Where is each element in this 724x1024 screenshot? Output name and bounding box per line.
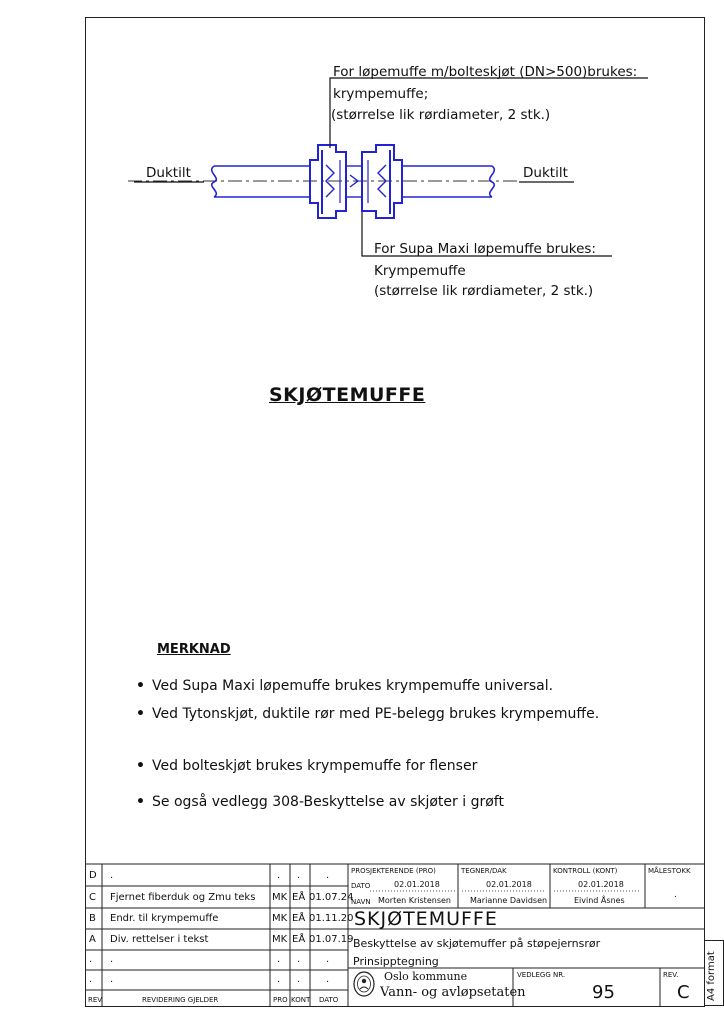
tb-header-kontroll: KONTROLL (KONT) (553, 867, 618, 875)
merknad-bullet-3: • Ved bolteskjøt brukes krympemuffe for flenser (136, 758, 478, 774)
oslo-seal-logo (352, 970, 376, 998)
rev-text: . (110, 974, 114, 985)
rev-code: . (89, 954, 93, 965)
tb-dato-kontroll: 02.01.2018 (578, 880, 624, 889)
tb-header-tegner: TEGNER/DAK (461, 867, 507, 875)
rev-kont: . (297, 974, 301, 985)
tb-org-line2: Vann- og avløpsetaten (380, 985, 526, 1000)
tb-navn-kontroll: Eivind Åsnes (574, 896, 625, 905)
rev-dato: . (326, 870, 330, 881)
label-duktilt-right: Duktilt (523, 165, 568, 181)
rev-pro: . (277, 954, 281, 965)
note-bottom-line2: Krympemuffe (374, 263, 466, 279)
rev-kont: . (297, 870, 301, 881)
rev-code: D (89, 870, 97, 881)
tb-vedlegg-nr: 95 (592, 982, 615, 1003)
tb-header-pro: PROSJEKTERENDE (PRO) (351, 867, 436, 875)
note-top-line1: For løpemuffe m/bolteskjøt (DN>500)brukes: (333, 64, 638, 80)
format-label: A4 format (706, 951, 717, 1001)
tb-dato-tegner: 02.01.2018 (486, 880, 532, 889)
rev-text: . (110, 954, 114, 965)
note-top-line2: krympemuffe; (333, 86, 429, 102)
tb-rev-value: C (677, 982, 690, 1003)
rev-dato: 01.11.20 (309, 913, 354, 924)
rev-dato: . (326, 954, 330, 965)
format-tag (704, 940, 724, 1006)
merknad-heading: MERKNAD (157, 642, 231, 657)
rev-code: B (89, 913, 96, 924)
rev-header-text: REVIDERING GJELDER (142, 996, 219, 1004)
tb-dato-pro: 02.01.2018 (394, 880, 440, 889)
note-bottom-line1: For Supa Maxi løpemuffe brukes: (374, 241, 596, 257)
rev-pro: MK (272, 892, 288, 903)
rev-pro: . (277, 870, 281, 881)
tb-type: Prinsipptegning (353, 955, 439, 968)
rev-dato: . (326, 974, 330, 985)
rev-header-rev: REV. (88, 996, 104, 1004)
tb-navn-tegner: Marianne Davidsen (470, 896, 548, 905)
tb-dato-label: DATO (351, 882, 371, 890)
rev-code: C (89, 892, 96, 903)
tb-malestokk-value: . (674, 890, 677, 900)
rev-text: Fjernet fiberduk og Zmu teks (110, 892, 256, 903)
rev-pro: MK (272, 913, 288, 924)
merknad-bullet-1: • Ved Supa Maxi løpemuffe brukes krympemuffe universal. (136, 678, 554, 694)
label-duktilt-left: Duktilt (146, 165, 191, 181)
tb-title: SKJØTEMUFFE (354, 908, 498, 930)
tb-vedlegg-label: VEDLEGG NR. (517, 971, 566, 979)
merknad-bullet-4: • Se også vedlegg 308-Beskyttelse av skjøter i grøft (136, 794, 504, 810)
rev-pro: MK (272, 934, 288, 945)
tb-rev-label: REV. (663, 971, 679, 979)
rev-header-pro: PRO (273, 996, 288, 1004)
rev-dato: 01.07.24 (309, 892, 354, 903)
rev-code: A (89, 934, 96, 945)
tb-subtitle: Beskyttelse av skjøtemuffer på støpejernsrør (353, 937, 601, 950)
rev-pro: . (277, 974, 281, 985)
rev-header-dato: DATO (319, 996, 339, 1004)
rev-code: . (89, 974, 93, 985)
note-top-line3: (størrelse lik rørdiameter, 2 stk.) (331, 107, 551, 123)
tb-navn-pro: Morten Kristensen (378, 896, 451, 905)
merknad-bullet-2: • Ved Tytonskjøt, duktile rør med PE-belegg brukes krympemuffe. (136, 706, 600, 722)
rev-kont: . (297, 954, 301, 965)
rev-kont: EÅ (292, 892, 306, 903)
note-bottom-line3: (størrelse lik rørdiameter, 2 stk.) (374, 283, 594, 299)
tb-navn-label: NAVN (351, 898, 371, 906)
rev-kont: EÅ (292, 934, 306, 945)
rev-text: . (110, 870, 114, 881)
rev-text: Div. rettelser i tekst (110, 934, 209, 945)
rev-dato: 01.07.19 (309, 934, 354, 945)
tb-org-line1: Oslo kommune (384, 970, 468, 983)
tb-header-malestokk: MÅLESTOKK (648, 867, 691, 875)
rev-text: Endr. til krympemuffe (110, 913, 219, 924)
rev-header-kont: KONT (291, 996, 311, 1004)
main-title: SKJØTEMUFFE (269, 384, 426, 406)
rev-kont: EÅ (292, 913, 306, 924)
